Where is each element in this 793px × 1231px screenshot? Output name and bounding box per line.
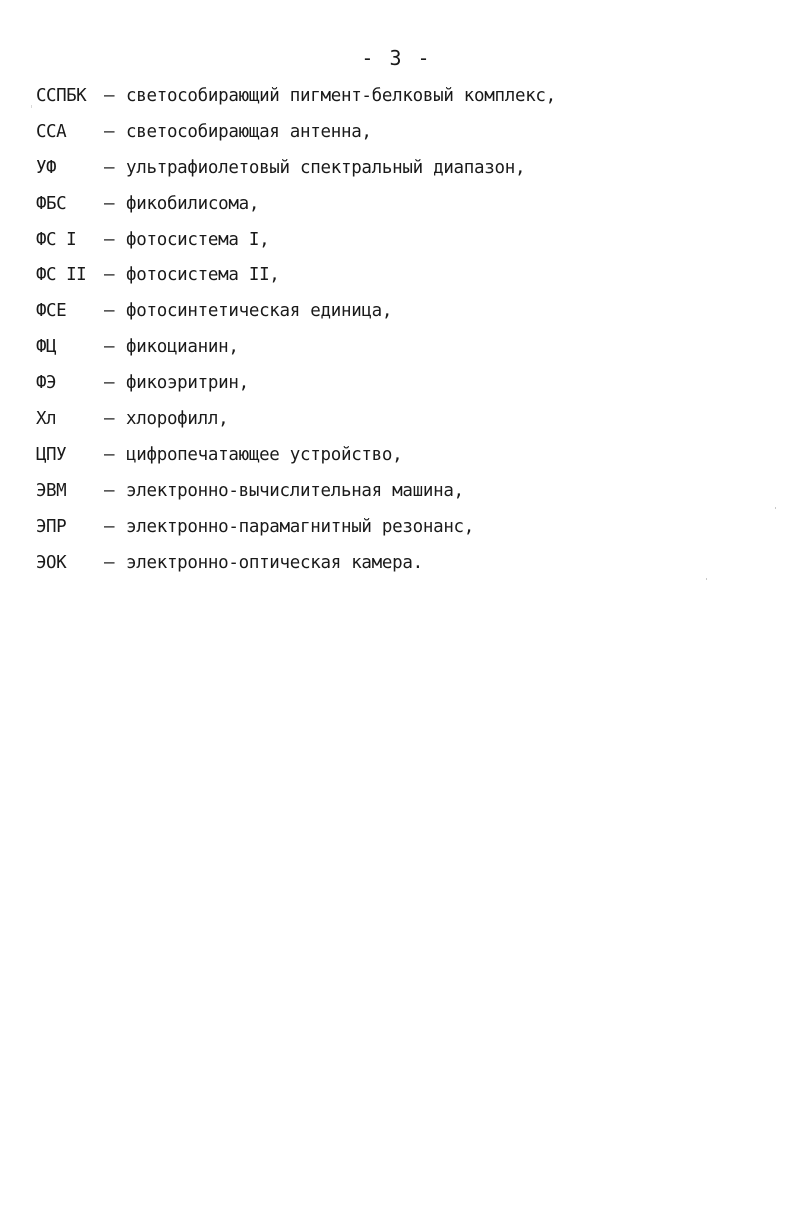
scan-speck xyxy=(706,578,707,580)
abbreviation-row xyxy=(36,445,776,481)
abbreviation-definition: фотосистема II, xyxy=(126,265,280,286)
abbreviation-definition: фикоцианин, xyxy=(126,337,239,358)
abbreviation-definition: светособирающая антенна, xyxy=(126,121,372,142)
abbreviation-definition: цифропечатающее устройство, xyxy=(126,444,403,465)
abbreviation-dash: – xyxy=(104,121,115,142)
abbreviation-row xyxy=(36,122,776,158)
abbreviation-dash: – xyxy=(104,229,115,250)
abbreviation-dash: – xyxy=(104,516,115,537)
abbreviation-term: ФСЕ xyxy=(36,301,67,322)
abbreviation-row xyxy=(36,409,776,445)
abbreviation-term: Хл xyxy=(36,409,57,430)
abbreviation-term: ССПБК xyxy=(36,86,87,106)
abbreviation-row xyxy=(36,230,776,266)
abbreviation-row xyxy=(36,337,776,373)
abbreviation-definition: фотосинтетическая единица, xyxy=(126,301,393,322)
abbreviation-row xyxy=(36,301,776,337)
abbreviation-dash: – xyxy=(104,193,115,214)
abbreviation-definition: ультрафиолетовый спектральный диапазон, xyxy=(126,157,526,178)
abbreviation-term: ССА xyxy=(36,121,67,142)
scan-speck xyxy=(31,105,32,108)
abbreviation-term: ФС I xyxy=(36,229,77,250)
abbreviation-definition: фикобилисома, xyxy=(126,193,260,214)
scan-speck xyxy=(775,507,776,509)
abbreviation-row xyxy=(36,86,776,122)
page-number xyxy=(0,46,793,70)
abbreviation-dash: – xyxy=(104,409,115,430)
abbreviation-row xyxy=(36,373,776,409)
abbreviation-dash: – xyxy=(104,157,115,178)
abbreviation-dash: – xyxy=(104,337,115,358)
abbreviation-definition: электронно-парамагнитный резонанс, xyxy=(126,516,475,537)
abbreviation-definition: фикоэритрин, xyxy=(126,373,249,394)
abbreviation-row xyxy=(36,265,776,301)
abbreviation-dash: – xyxy=(104,480,115,501)
abbreviation-dash: – xyxy=(104,86,115,106)
abbreviation-row xyxy=(36,158,776,194)
abbreviation-term: УФ xyxy=(36,157,57,178)
abbreviation-definition: фотосистема I, xyxy=(126,229,270,250)
abbreviation-term: ФЦ xyxy=(36,337,57,358)
abbreviation-definition: электронно-вычислительная машина, xyxy=(126,480,464,501)
abbreviation-dash: – xyxy=(104,265,115,286)
abbreviation-term: ЭОК xyxy=(36,552,67,573)
abbreviation-row xyxy=(36,517,776,553)
abbreviation-term: ЦПУ xyxy=(36,444,67,465)
abbreviation-row xyxy=(36,194,776,230)
abbreviation-term: ФС II xyxy=(36,265,87,286)
abbreviation-term: ФБС xyxy=(36,193,67,214)
abbreviation-definition: светособирающий пигмент-белковый комплекс, xyxy=(126,86,556,106)
abbreviation-row xyxy=(36,481,776,517)
page-number-text: - 3 - xyxy=(361,46,432,70)
abbreviation-term: ФЭ xyxy=(36,373,57,394)
abbreviation-dash: – xyxy=(104,301,115,322)
abbreviation-definition: хлорофилл, xyxy=(126,409,229,430)
abbreviation-dash: – xyxy=(104,552,115,573)
abbreviation-row xyxy=(36,553,776,589)
abbreviation-term: ЭВМ xyxy=(36,480,67,501)
abbreviation-term: ЭПР xyxy=(36,516,67,537)
abbreviation-list xyxy=(36,86,776,588)
abbreviation-definition: электронно-оптическая камера. xyxy=(126,552,423,573)
abbreviation-dash: – xyxy=(104,444,115,465)
abbreviation-dash: – xyxy=(104,373,115,394)
